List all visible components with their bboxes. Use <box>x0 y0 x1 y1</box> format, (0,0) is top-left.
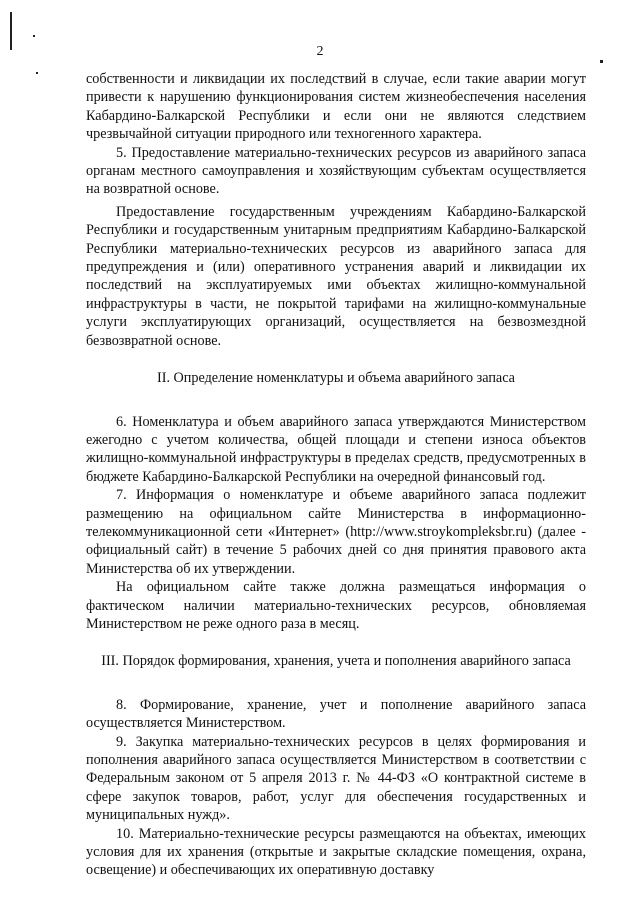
paragraph-item-8: 8. Формирование, хранение, учет и пополнение аварийного запаса осуществляется Министерством. <box>86 696 586 732</box>
paragraph-state-institutions: Предоставление государственным учреждениям Кабардино-Балкарской Республики и государственным унитарным предприятиям Кабардино-Балкарской Республики материально-технических ресурсов из аварийного запаса для предупреждения и (или) оперативного устранения аварий и ликвидации их последствий на эксплуатируемых ими объектах жилищно-коммунальной инфраструктуры в части, не покрытой тарифами на жилищно-коммунальные услуги эксплуатирующих организаций, осуществляется на безвозмездной безвозвратной основе. <box>86 203 586 349</box>
paragraph-item-7: 7. Информация о номенклатуре и объеме аварийного запаса подлежит размещению на официальном сайте Министерства в информационно-телекоммуникационной сети «Интернет» (http://www.stroykompleksbr.ru) (далее - официальный сайт) в течение 5 рабочих дней со дня принятия правового акта Министерства об их утверждении. <box>86 487 586 577</box>
scan-dot <box>600 60 603 63</box>
document-body <box>86 70 586 880</box>
scan-dot <box>33 35 35 37</box>
paragraph-item-9: 9. Закупка материально-технических ресурсов в целях формирования и пополнения аварийного запаса осуществляется Министерством в соответствии с Федеральным законом от 5 апреля 2013 г. № 44-ФЗ «О контрактной системе в сфере закупок товаров, работ, услуг для обеспечения государственных и муниципальных нужд». <box>86 733 586 824</box>
paragraph-item-6: 6. Номенклатура и объем аварийного запаса утверждаются Министерством ежегодно с учетом количества, общей площади и степени износа объектов жилищно-коммунальной инфраструктуры в пределах средств, предусмотренных в бюджете Кабардино-Балкарской Республики на очередной финансовый год. <box>86 413 586 485</box>
section-heading-2: II. Определение номенклатуры и объема аварийного запаса <box>157 370 515 387</box>
page-number: 2 <box>316 44 324 59</box>
section-heading-3: III. Порядок формирования, хранения, учета и пополнения аварийного запаса <box>101 653 571 670</box>
paragraph-item-10: 10. Материально-технические ресурсы размещаются на объектах, имеющих условия для их хранения (открытые и закрытые складские помещения, охрана, освещение) и обеспечивающих их оперативную доставку <box>86 825 586 879</box>
scan-dot <box>36 72 38 74</box>
paragraph-website-info: На официальном сайте также должна размещаться информация о фактическом наличии материально-технических ресурсов, обновляемая Министерством не реже одного раза в месяц. <box>86 579 586 632</box>
paragraph-continuation: собственности и ликвидации их последствий в случае, если такие аварии могут привести к нарушению функционирования систем жизнеобеспечения населения Кабардино-Балкарской Республики и если они не являются следствием чрезвычайной ситуации природного или техногенного характера. <box>86 71 586 143</box>
paragraph-item-5: 5. Предоставление материально-технических ресурсов из аварийного запаса органам местного самоуправления и хозяйствующим субъектам осуществляется на возвратной основе. <box>86 144 586 198</box>
